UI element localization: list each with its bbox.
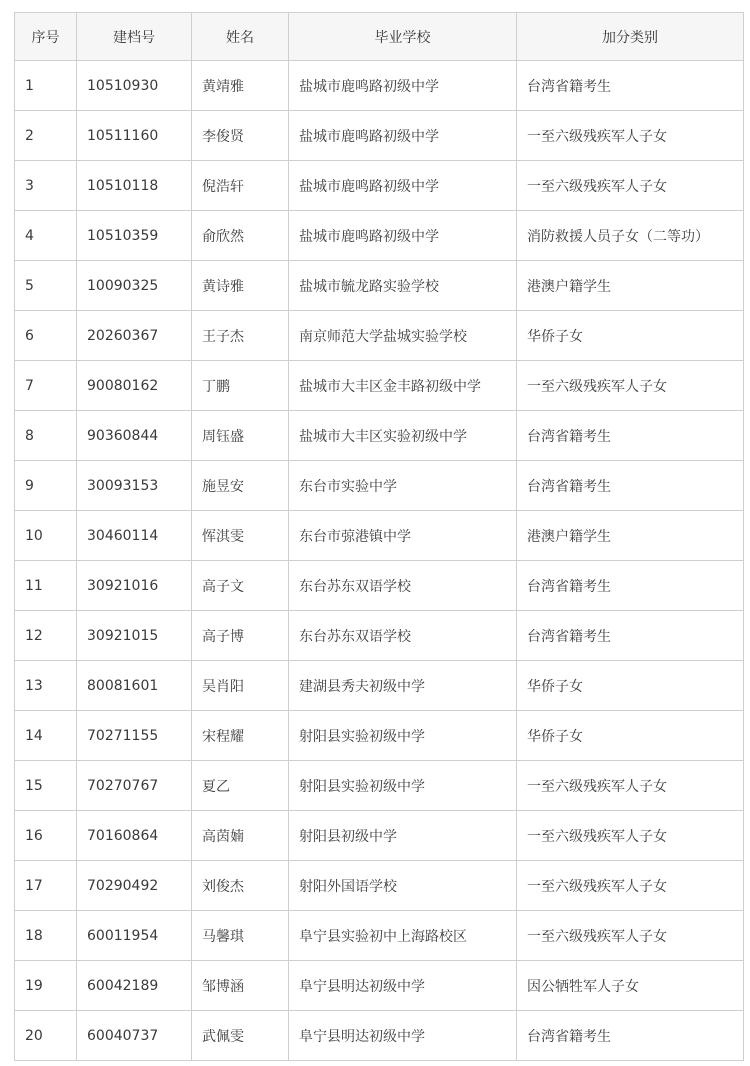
header-file-number: 建档号 [77, 13, 192, 61]
cell-bonus-category: 消防救援人员子女（二等功） [517, 211, 744, 261]
cell-file-number: 10510118 [77, 161, 192, 211]
cell-file-number: 10511160 [77, 111, 192, 161]
cell-school: 盐城市毓龙路实验学校 [289, 261, 517, 311]
header-seq: 序号 [15, 13, 77, 61]
cell-school: 阜宁县实验初中上海路校区 [289, 911, 517, 961]
cell-school: 东台市弶港镇中学 [289, 511, 517, 561]
cell-school: 阜宁县明达初级中学 [289, 1011, 517, 1061]
cell-name: 高茵婻 [192, 811, 289, 861]
table-row [15, 261, 744, 311]
cell-bonus-category: 台湾省籍考生 [517, 411, 744, 461]
cell-file-number: 90360844 [77, 411, 192, 461]
cell-seq: 9 [15, 461, 77, 511]
cell-file-number: 30093153 [77, 461, 192, 511]
cell-bonus-category: 港澳户籍学生 [517, 511, 744, 561]
cell-seq: 19 [15, 961, 77, 1011]
cell-bonus-category: 一至六级残疾军人子女 [517, 361, 744, 411]
table-row [15, 211, 744, 261]
cell-bonus-category: 台湾省籍考生 [517, 461, 744, 511]
cell-file-number: 30921016 [77, 561, 192, 611]
cell-seq: 7 [15, 361, 77, 411]
cell-seq: 8 [15, 411, 77, 461]
cell-school: 射阳县实验初级中学 [289, 711, 517, 761]
cell-bonus-category: 因公牺牲军人子女 [517, 961, 744, 1011]
cell-name: 夏乙 [192, 761, 289, 811]
cell-name: 倪浩轩 [192, 161, 289, 211]
cell-seq: 3 [15, 161, 77, 211]
cell-school: 射阳县实验初级中学 [289, 761, 517, 811]
cell-bonus-category: 华侨子女 [517, 711, 744, 761]
cell-school: 东台市实验中学 [289, 461, 517, 511]
cell-name: 刘俊杰 [192, 861, 289, 911]
cell-file-number: 90080162 [77, 361, 192, 411]
header-name: 姓名 [192, 13, 289, 61]
cell-seq: 14 [15, 711, 77, 761]
cell-school: 建湖县秀夫初级中学 [289, 661, 517, 711]
cell-file-number: 20260367 [77, 311, 192, 361]
cell-school: 盐城市鹿鸣路初级中学 [289, 211, 517, 261]
cell-name: 宋程耀 [192, 711, 289, 761]
cell-file-number: 30921015 [77, 611, 192, 661]
cell-school: 盐城市大丰区实验初级中学 [289, 411, 517, 461]
cell-bonus-category: 华侨子女 [517, 661, 744, 711]
cell-name: 王子杰 [192, 311, 289, 361]
cell-seq: 2 [15, 111, 77, 161]
table-row [15, 61, 744, 111]
table-row [15, 511, 744, 561]
cell-seq: 12 [15, 611, 77, 661]
cell-seq: 16 [15, 811, 77, 861]
cell-bonus-category: 台湾省籍考生 [517, 611, 744, 661]
table-body [15, 61, 744, 1061]
cell-file-number: 10090325 [77, 261, 192, 311]
cell-name: 邹博涵 [192, 961, 289, 1011]
cell-seq: 18 [15, 911, 77, 961]
cell-name: 恽淇雯 [192, 511, 289, 561]
table-row [15, 711, 744, 761]
cell-name: 黄靖雅 [192, 61, 289, 111]
cell-name: 施昱安 [192, 461, 289, 511]
cell-school: 东台苏东双语学校 [289, 561, 517, 611]
cell-file-number: 60011954 [77, 911, 192, 961]
cell-name: 李俊贤 [192, 111, 289, 161]
cell-school: 阜宁县明达初级中学 [289, 961, 517, 1011]
table-row [15, 611, 744, 661]
cell-school: 东台苏东双语学校 [289, 611, 517, 661]
cell-seq: 11 [15, 561, 77, 611]
cell-seq: 6 [15, 311, 77, 361]
table-row [15, 811, 744, 861]
header-bonus-category: 加分类别 [517, 13, 744, 61]
table-row [15, 911, 744, 961]
cell-file-number: 80081601 [77, 661, 192, 711]
cell-bonus-category: 港澳户籍学生 [517, 261, 744, 311]
cell-file-number: 60040737 [77, 1011, 192, 1061]
cell-name: 马馨琪 [192, 911, 289, 961]
cell-file-number: 70270767 [77, 761, 192, 811]
cell-name: 黄诗雅 [192, 261, 289, 311]
cell-school: 盐城市鹿鸣路初级中学 [289, 61, 517, 111]
cell-school: 盐城市鹿鸣路初级中学 [289, 111, 517, 161]
table-row [15, 961, 744, 1011]
cell-file-number: 60042189 [77, 961, 192, 1011]
table-row [15, 761, 744, 811]
cell-seq: 5 [15, 261, 77, 311]
table-row [15, 361, 744, 411]
cell-file-number: 70160864 [77, 811, 192, 861]
cell-name: 俞欣然 [192, 211, 289, 261]
cell-file-number: 30460114 [77, 511, 192, 561]
cell-bonus-category: 一至六级残疾军人子女 [517, 811, 744, 861]
cell-seq: 15 [15, 761, 77, 811]
cell-file-number: 70290492 [77, 861, 192, 911]
table-row [15, 311, 744, 361]
cell-file-number: 10510359 [77, 211, 192, 261]
table-header-row [15, 13, 744, 61]
table-row [15, 111, 744, 161]
table-row [15, 561, 744, 611]
cell-school: 盐城市大丰区金丰路初级中学 [289, 361, 517, 411]
cell-file-number: 70271155 [77, 711, 192, 761]
cell-seq: 10 [15, 511, 77, 561]
cell-seq: 4 [15, 211, 77, 261]
cell-school: 射阳县初级中学 [289, 811, 517, 861]
cell-bonus-category: 台湾省籍考生 [517, 561, 744, 611]
header-school: 毕业学校 [289, 13, 517, 61]
cell-name: 高子文 [192, 561, 289, 611]
cell-name: 武佩雯 [192, 1011, 289, 1061]
table-row [15, 661, 744, 711]
cell-file-number: 10510930 [77, 61, 192, 111]
cell-bonus-category: 一至六级残疾军人子女 [517, 911, 744, 961]
bonus-points-table [14, 12, 744, 1061]
cell-bonus-category: 一至六级残疾军人子女 [517, 111, 744, 161]
cell-seq: 17 [15, 861, 77, 911]
cell-name: 周钰盛 [192, 411, 289, 461]
cell-school: 射阳外国语学校 [289, 861, 517, 911]
table-row [15, 1011, 744, 1061]
cell-bonus-category: 台湾省籍考生 [517, 61, 744, 111]
table-row [15, 411, 744, 461]
cell-bonus-category: 台湾省籍考生 [517, 1011, 744, 1061]
cell-bonus-category: 一至六级残疾军人子女 [517, 161, 744, 211]
table-row [15, 861, 744, 911]
table-row [15, 161, 744, 211]
cell-school: 南京师范大学盐城实验学校 [289, 311, 517, 361]
cell-bonus-category: 华侨子女 [517, 311, 744, 361]
cell-name: 高子博 [192, 611, 289, 661]
cell-bonus-category: 一至六级残疾军人子女 [517, 861, 744, 911]
cell-seq: 1 [15, 61, 77, 111]
cell-bonus-category: 一至六级残疾军人子女 [517, 761, 744, 811]
cell-seq: 13 [15, 661, 77, 711]
cell-name: 丁鹏 [192, 361, 289, 411]
cell-school: 盐城市鹿鸣路初级中学 [289, 161, 517, 211]
cell-seq: 20 [15, 1011, 77, 1061]
table-row [15, 461, 744, 511]
cell-name: 吴肖阳 [192, 661, 289, 711]
